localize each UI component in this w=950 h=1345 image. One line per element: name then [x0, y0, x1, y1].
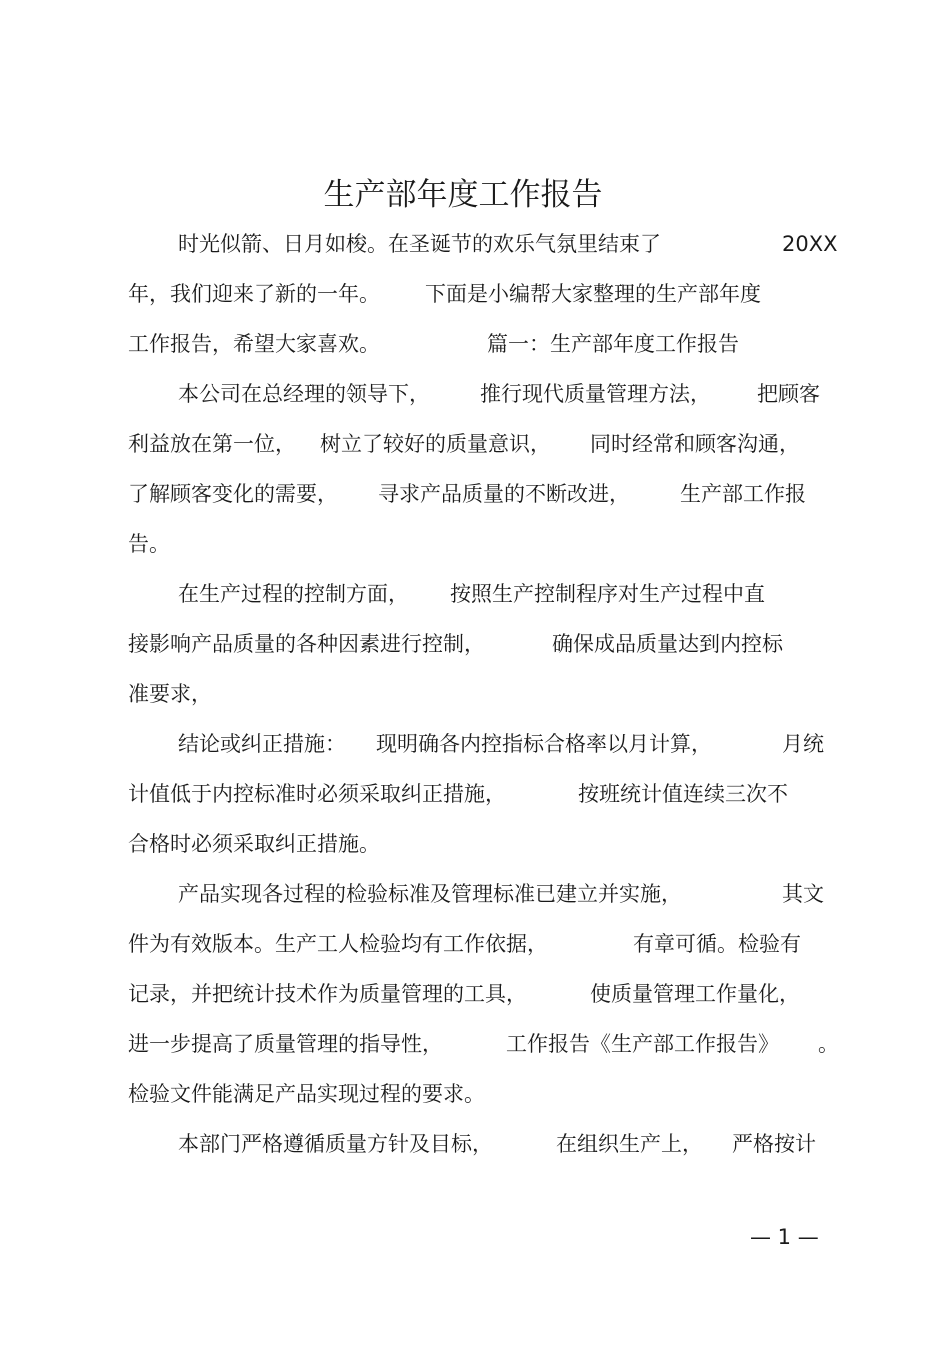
text-segment: 在组织生产上， [556, 1132, 703, 1156]
document-title: 生产部年度工作报告 [323, 177, 603, 213]
text-segment: 使质量管理工作量化， [590, 982, 800, 1006]
text-segment: 本公司在总经理的领导下， [178, 382, 430, 406]
text-line [0, 926, 950, 962]
text-segment: 合格时必须采取纠正措施。 [128, 832, 380, 856]
text-segment: 工作报告，希望大家喜欢。 [128, 332, 380, 356]
text-line [0, 626, 950, 662]
text-line [0, 376, 950, 412]
text-segment: 产品实现各过程的检验标准及管理标准已建立并实施， [178, 882, 682, 906]
text-line [0, 976, 950, 1012]
text-line [0, 876, 950, 912]
text-segment: 计值低于内控标准时必须采取纠正措施， [128, 782, 506, 806]
text-segment: 件为有效版本。生产工人检验均有工作依据， [128, 932, 548, 956]
text-segment: 进一步提高了质量管理的指导性， [128, 1032, 443, 1056]
text-line [0, 576, 950, 612]
text-segment: 寻求产品质量的不断改进， [378, 482, 630, 506]
text-segment: 利益放在第一位， [128, 432, 296, 456]
text-line [0, 426, 950, 462]
text-segment: 。 [818, 1032, 839, 1056]
text-segment: 年，我们迎来了新的一年。 [128, 282, 380, 306]
text-segment: 月统 [782, 732, 824, 756]
text-segment: 确保成品质量达到内控标 [552, 632, 783, 656]
text-line [0, 676, 950, 712]
text-segment: 把顾客 [757, 382, 820, 406]
text-line [0, 326, 950, 362]
text-segment: 接影响产品质量的各种因素进行控制， [128, 632, 485, 656]
text-line [0, 826, 950, 862]
text-segment: 现明确各内控指标合格率以月计算， [376, 732, 712, 756]
text-segment: 树立了较好的质量意识， [320, 432, 551, 456]
text-segment: 检验文件能满足产品实现过程的要求。 [128, 1082, 485, 1106]
text-segment: 篇一：生产部年度工作报告 [487, 332, 739, 356]
text-line [0, 726, 950, 762]
text-line [0, 1026, 950, 1062]
text-segment: 本部门严格遵循质量方针及目标， [178, 1132, 493, 1156]
text-segment: 其文 [782, 882, 824, 906]
text-segment: 生产部工作报 [680, 482, 806, 506]
text-line [0, 526, 950, 562]
text-segment: 同时经常和顾客沟通， [590, 432, 800, 456]
text-line [0, 1126, 950, 1162]
text-segment: 推行现代质量管理方法， [480, 382, 711, 406]
text-segment: 有章可循。检验有 [633, 932, 801, 956]
text-segment: 严格按计 [732, 1132, 816, 1156]
text-segment: 告。 [128, 532, 170, 556]
text-segment: 在生产过程的控制方面， [178, 582, 409, 606]
text-segment: 按照生产控制程序对生产过程中直 [450, 582, 765, 606]
text-line [0, 476, 950, 512]
text-segment: 时光似箭、日月如梭。在圣诞节的欢乐气氛里结束了 [178, 232, 661, 256]
text-segment: 结论或纠正措施： [178, 732, 346, 756]
text-line [0, 276, 950, 312]
text-segment: 了解顾客变化的需要， [128, 482, 338, 506]
text-segment: 按班统计值连续三次不 [578, 782, 788, 806]
page-number: — 1 — [750, 1225, 819, 1249]
text-segment: 记录，并把统计技术作为质量管理的工具， [128, 982, 527, 1006]
text-line [0, 226, 950, 262]
text-segment: 20XX [782, 232, 838, 256]
text-segment: 准要求， [128, 682, 212, 706]
text-line [0, 1076, 950, 1112]
text-line [0, 776, 950, 812]
text-segment: 工作报告《生产部工作报告》 [506, 1032, 779, 1056]
text-segment: 下面是小编帮大家整理的生产部年度 [425, 282, 761, 306]
